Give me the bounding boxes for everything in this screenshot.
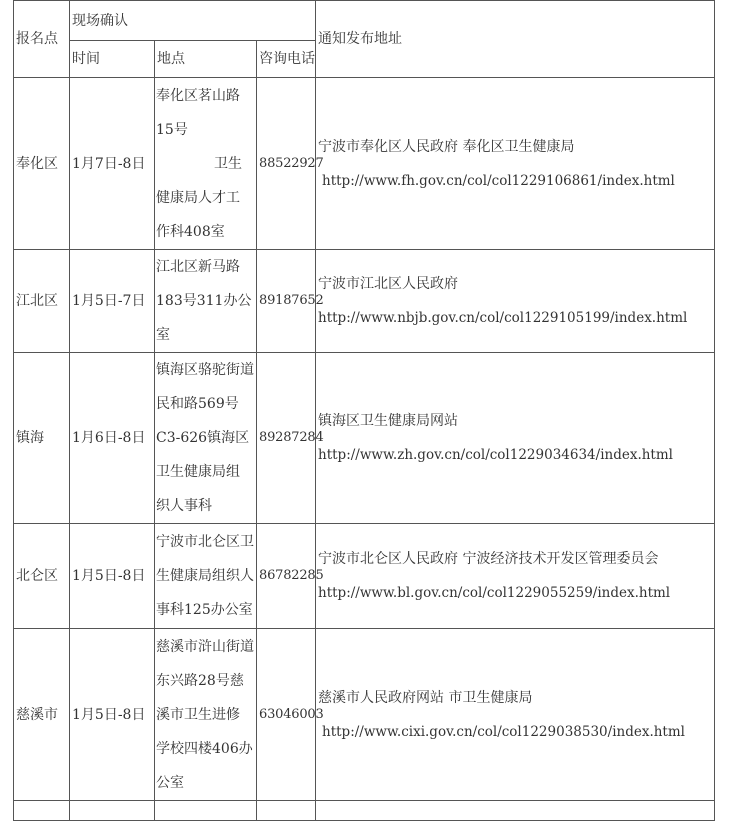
location-line: 健康局人才工	[156, 189, 240, 206]
location-line: 慈溪市浒山街道	[156, 638, 254, 655]
location-line: C3-626镇海区	[156, 430, 250, 446]
notice-cell	[316, 78, 715, 250]
location-line: 奉化区茗山路	[156, 87, 240, 104]
notice-title: 宁波市江北区人民政府	[318, 276, 459, 292]
location-cell	[155, 524, 257, 629]
header-time: 时间	[70, 41, 155, 78]
location-line: 事科125办公室	[156, 602, 253, 618]
location-line: 织人事科	[156, 498, 212, 514]
notice-link[interactable]: http://www.fh.gov.cn/col/col1229106861/index.html	[322, 172, 675, 189]
header-site: 报名点	[14, 1, 70, 78]
notice-title: 镇海区卫生健康局网站	[318, 413, 459, 429]
table-row-partial	[14, 801, 715, 821]
location-line: 作科408室	[156, 223, 225, 240]
location-line: 民和路569号	[156, 396, 239, 412]
phone-cell: 63046003	[257, 629, 316, 801]
site-cell: 慈溪市	[14, 629, 70, 801]
location-line: 卫生	[214, 155, 242, 172]
empty-cell	[257, 801, 316, 821]
location-line: 镇海区骆驼街道	[156, 362, 254, 378]
site-cell: 奉化区	[14, 78, 70, 250]
site-cell: 江北区	[14, 250, 70, 353]
notice-link[interactable]: http://www.nbjb.gov.cn/col/col1229105199/index.html	[318, 310, 688, 326]
notice-title: 慈溪市人民政府网站 市卫生健康局	[318, 689, 533, 706]
registration-table	[13, 0, 715, 821]
location-line: 溪市卫生进修	[156, 706, 240, 723]
location-line: 宁波市北仑区卫	[156, 534, 254, 550]
site-cell: 镇海	[14, 353, 70, 524]
notice-title: 宁波市北仑区人民政府 宁波经济技术开发区管理委员会	[318, 551, 659, 567]
location-line: 室	[156, 327, 170, 343]
notice-link[interactable]: http://www.zh.gov.cn/col/col1229034634/index.html	[318, 447, 673, 463]
location-cell	[155, 250, 257, 353]
notice-link[interactable]: http://www.cixi.gov.cn/col/col1229038530/index.html	[322, 723, 685, 740]
table-row	[14, 629, 715, 801]
table-row	[14, 524, 715, 629]
empty-cell	[70, 801, 155, 821]
notice-cell	[316, 353, 715, 524]
phone-cell: 86782285	[257, 524, 316, 629]
header-phone: 咨询电话	[257, 41, 316, 78]
notice-cell	[316, 250, 715, 353]
empty-cell	[316, 801, 715, 821]
location-line: 学校四楼406办	[156, 740, 253, 757]
time-cell: 1月6日-8日	[70, 353, 155, 524]
notice-title: 宁波市奉化区人民政府 奉化区卫生健康局	[318, 138, 575, 155]
time-cell: 1月5日-7日	[70, 250, 155, 353]
notice-cell	[316, 629, 715, 801]
table-row	[14, 250, 715, 353]
phone-cell: 89187652	[257, 250, 316, 353]
location-cell	[155, 353, 257, 524]
location-line: 卫生健康局组	[156, 464, 240, 480]
phone-cell: 88522927	[257, 78, 316, 250]
site-cell: 北仑区	[14, 524, 70, 629]
time-cell: 1月5日-8日	[70, 524, 155, 629]
empty-cell	[14, 801, 70, 821]
location-line: 公室	[156, 774, 184, 791]
location-line: 183号311办公	[156, 293, 252, 309]
location-cell	[155, 78, 257, 250]
phone-cell: 89287284	[257, 353, 316, 524]
location-line: 生健康局组织人	[156, 568, 254, 584]
location-line: 15号	[156, 121, 188, 138]
header-notice: 通知发布地址	[316, 1, 715, 78]
time-cell: 1月7日-8日	[70, 78, 155, 250]
notice-link[interactable]: http://www.bl.gov.cn/col/col1229055259/index.html	[318, 585, 671, 601]
table-row	[14, 353, 715, 524]
empty-cell	[155, 801, 257, 821]
time-cell: 1月5日-8日	[70, 629, 155, 801]
header-confirm: 现场确认	[70, 1, 316, 41]
header-location: 地点	[155, 41, 257, 78]
table-row	[14, 78, 715, 250]
location-line: 江北区新马路	[156, 259, 240, 275]
notice-cell	[316, 524, 715, 629]
location-cell	[155, 629, 257, 801]
location-line: 东兴路28号慈	[156, 672, 244, 689]
